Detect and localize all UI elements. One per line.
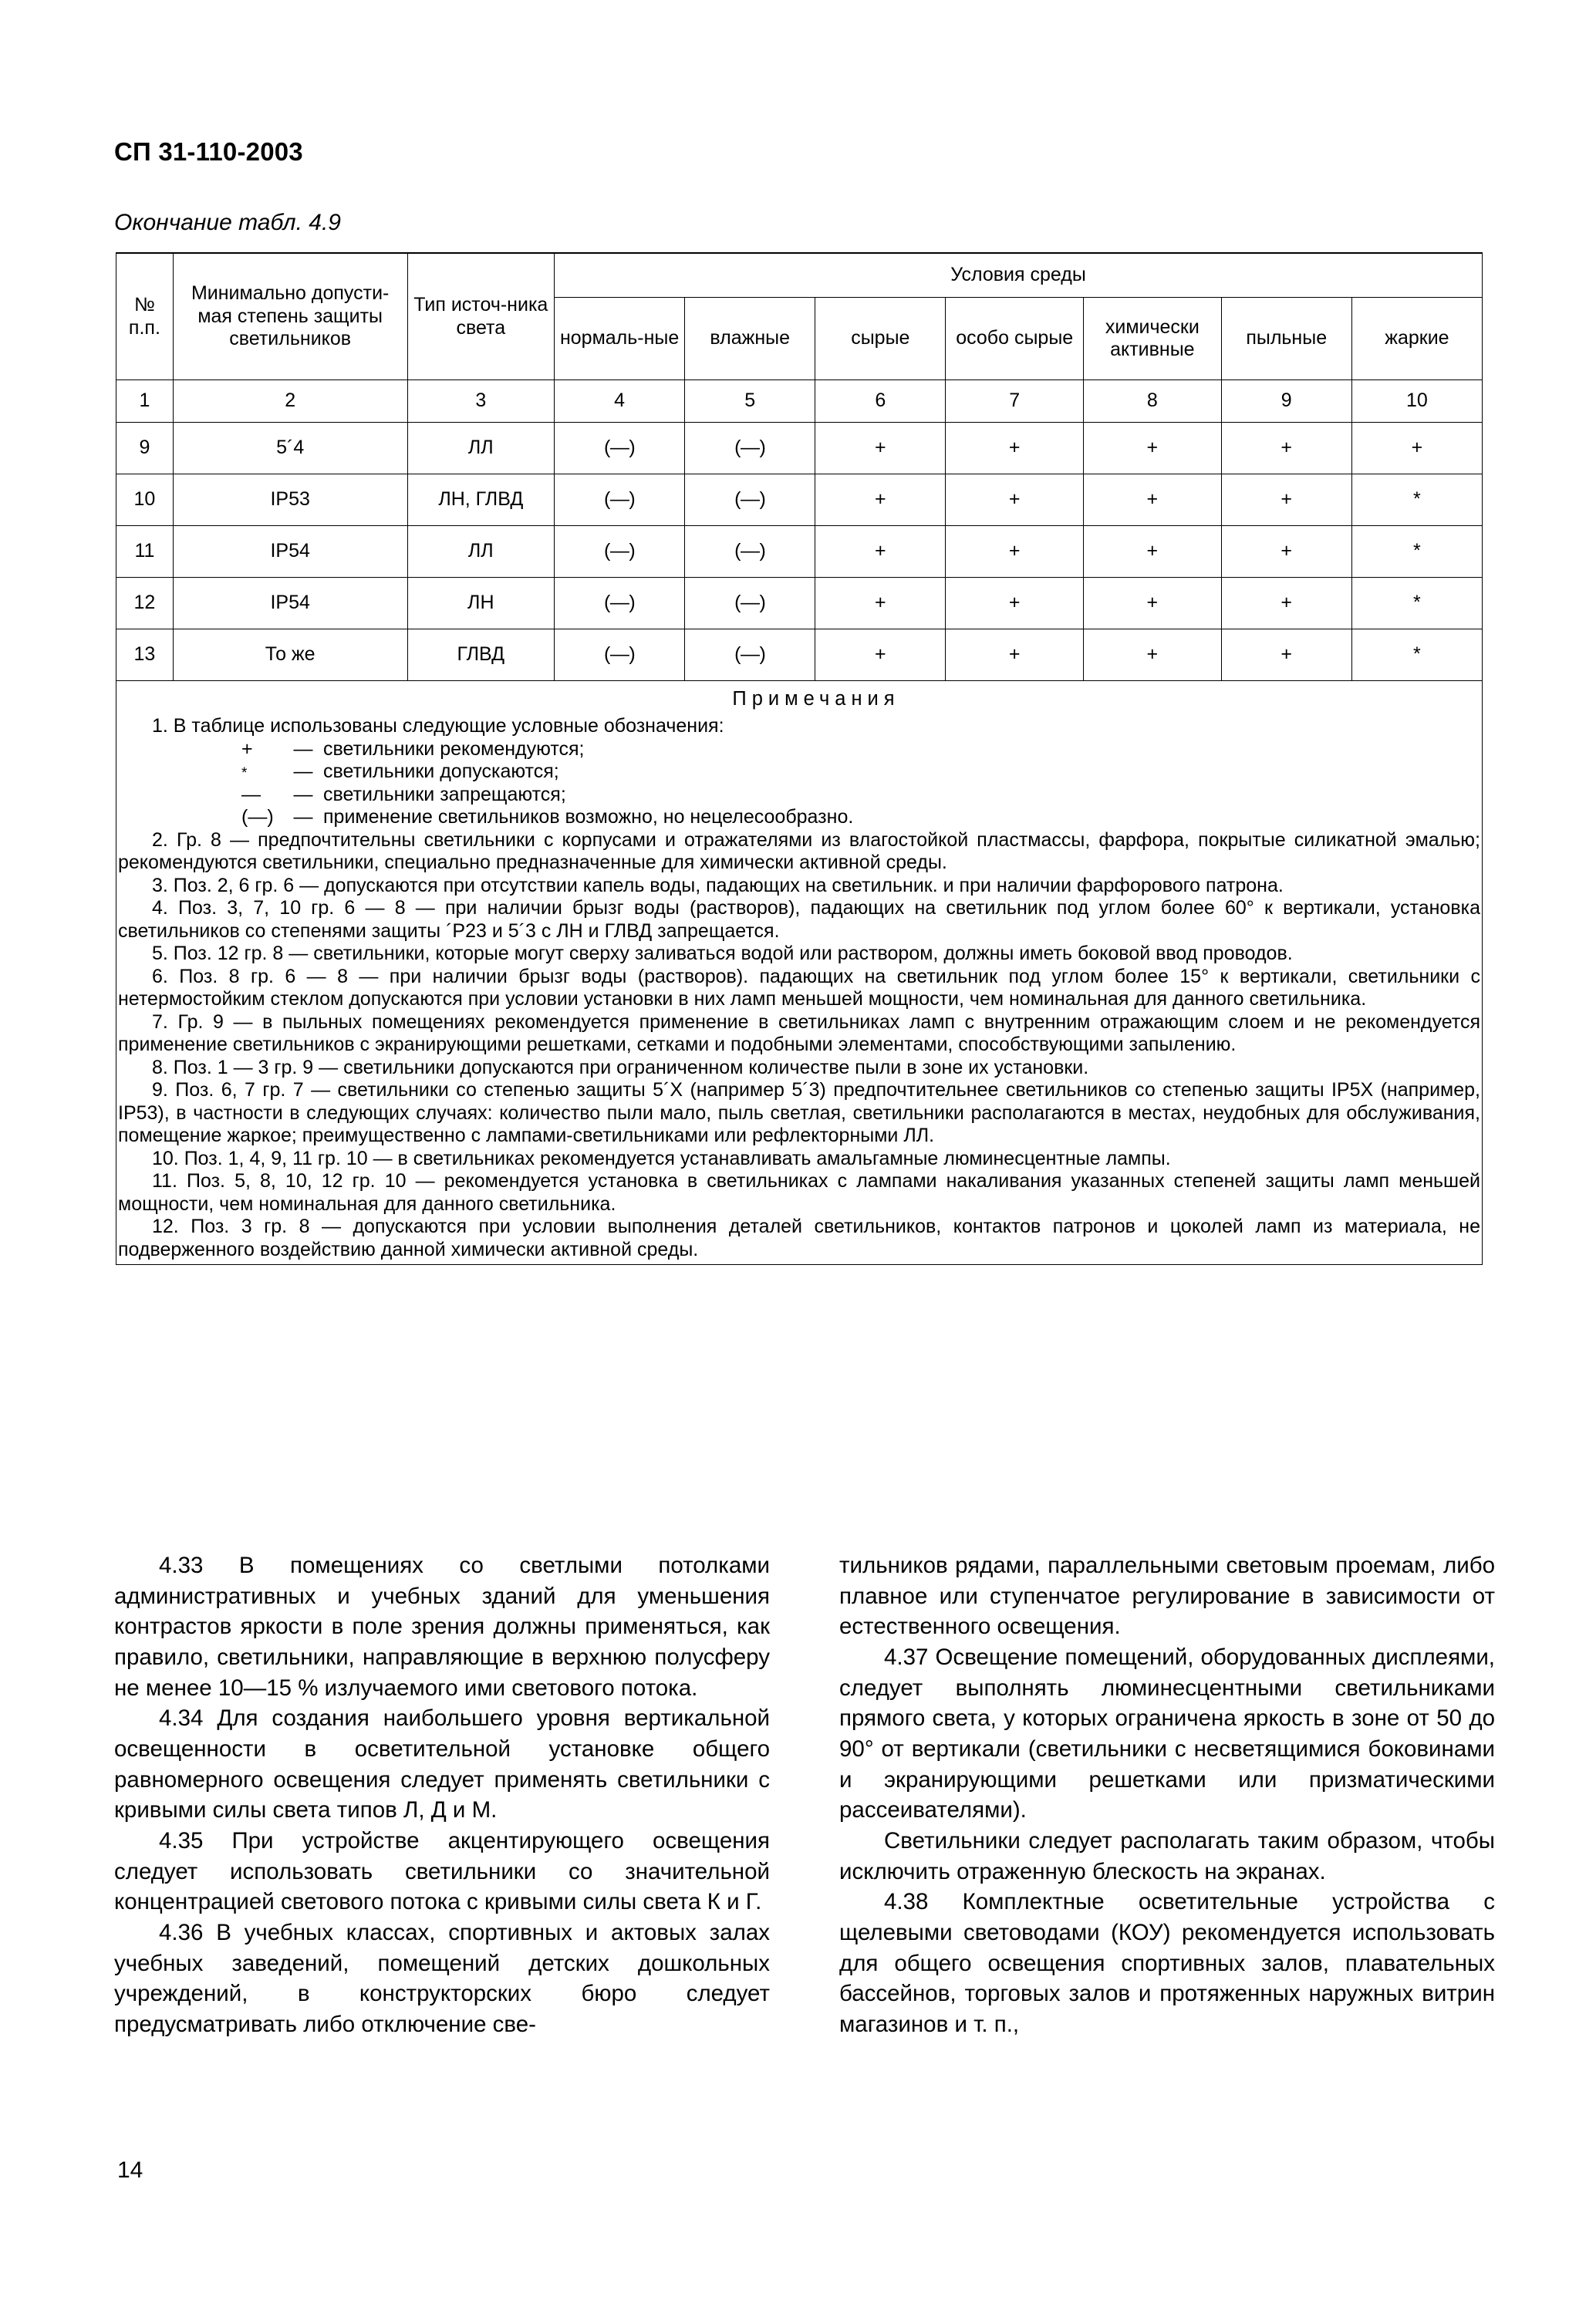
body-right-column (839, 1550, 1495, 2040)
cell-protection: IP54 (173, 526, 407, 578)
cell-env-hot: * (1351, 526, 1482, 578)
header-no-line2: п.п. (128, 316, 160, 339)
cell-env-normal: (—) (555, 423, 685, 474)
note-item: 6. Поз. 8 гр. 6 — 8 — при наличии брызг воды (растворов). падающих на светильник под углом более 15° к вертикали, светильники с нетермостойким стеклом допускаются при условии установки в них ламп меньшей мощности, чем номинальная для данного светильника. (118, 965, 1480, 1010)
paragraph-4-37: 4.37 Освещение помещений, оборудованных дисплеями, следует выполнять люминесцентными светильниками прямого света, у которых ограничена яркость в зоне от 50 до 90° от вертикали (светильники с несветящимися боковинами и экранирующими решетками или призматическими рассеивателями). (839, 1644, 1495, 1823)
legend-dash: — (293, 761, 313, 783)
cell-protection: IP54 (173, 578, 407, 629)
legend-item (241, 806, 1480, 829)
header-cell-env-very-damp: особо сырые (946, 298, 1084, 380)
table-row (116, 423, 1483, 474)
header-cell-env-dusty: пыльные (1221, 298, 1351, 380)
cell-env-humid: (—) (685, 474, 815, 526)
colnum-6: 6 (815, 380, 946, 423)
header-cell-env-normal: нормаль-ные (555, 298, 685, 380)
paragraph-4-36: 4.36 В учебных классах, спортивных и актовых залах учебных заведений, помещений детских дошкольных учреждений, в конструкторских бюро следует предусматривать либо отключение све- (114, 1920, 770, 2038)
paragraph-4-33: 4.33 В помещениях со светлыми потолками административных и учебных зданий для уменьшения контрастов яркости в поле зрения должны применяться, как правило, светильники, направляющие в верхнюю полусферу не менее 10—15 % излучаемого ими светового потока. (114, 1553, 770, 1701)
cell-env-damp: + (815, 578, 946, 629)
paragraph-4-37-b: Светильники следует располагать таким образом, чтобы исключить отраженную блескость на экранах. (839, 1828, 1495, 1884)
note-item: 12. Поз. 3 гр. 8 — допускаются при условии выполнения деталей светильников, контактов патронов и цоколей ламп из материала, не подверженного воздействию данной химически активной среды. (118, 1216, 1480, 1260)
table-row (116, 474, 1483, 526)
cell-env-damp: + (815, 423, 946, 474)
cell-env-very-damp: + (946, 474, 1084, 526)
cell-env-hot: * (1351, 578, 1482, 629)
note-item: 10. Поз. 1, 4, 9, 11 гр. 10 — в светильниках рекомендуется устанавливать амальгамные люминесцентные лампы. (152, 1147, 1171, 1169)
legend-dash: — (293, 737, 313, 760)
legend-symbol: * (241, 765, 248, 782)
note-item: 4. Поз. 3, 7, 10 гр. 6 — 8 — при наличии брызг воды (растворов), падающих на светильник под углом более 60° к вертикали, установка светильников со степенями защиты ´Р23 и 5´3 с ЛН и ГЛВД запрещается. (118, 897, 1480, 942)
cell-no: 13 (116, 629, 174, 681)
header-cell-light-source: Тип источ-ника света (407, 253, 555, 380)
colnum-4: 4 (555, 380, 685, 423)
table-header-row-1 (116, 253, 1483, 298)
cell-env-normal: (—) (555, 474, 685, 526)
document-code: СП 31-110-2003 (114, 137, 303, 166)
cell-source: ЛН, ГЛВД (407, 474, 555, 526)
cell-env-normal: (—) (555, 578, 685, 629)
paragraph-4-34: 4.34 Для создания наибольшего уровня вертикальной освещенности в осветительной установке общего равномерного освещения следует применять светильники с кривыми силы света типов Л, Д и М. (114, 1705, 770, 1823)
cell-env-dusty: + (1221, 578, 1351, 629)
colnum-7: 7 (946, 380, 1084, 423)
legend-text: светильники запрещаются; (323, 783, 566, 805)
note-item: 2. Гр. 8 — предпочтительны светильники с корпусами и отражателями из влагостойкой пластмассы, фарфора, покрытые силикатной эмалью; рекомендуются светильники, специально предназначенные для химически активной среды. (118, 828, 1480, 874)
table-row (116, 629, 1483, 681)
cell-env-chemically-active: + (1084, 474, 1222, 526)
cell-no: 10 (116, 474, 174, 526)
cell-env-damp: + (815, 629, 946, 681)
colnum-3: 3 (407, 380, 555, 423)
colnum-5: 5 (685, 380, 815, 423)
note-intro: 1. В таблице использованы следующие условные обозначения: (152, 715, 724, 737)
cell-protection: IP53 (173, 474, 407, 526)
cell-source: ЛЛ (407, 526, 555, 578)
cell-env-normal: (—) (555, 526, 685, 578)
header-no-line1: № (134, 294, 155, 315)
header-cell-environment-group: Условия среды (555, 253, 1483, 298)
cell-env-chemically-active: + (1084, 629, 1222, 681)
cell-no: 9 (116, 423, 174, 474)
header-cell-no (116, 253, 174, 380)
legend-symbol: + (241, 737, 253, 760)
colnum-1: 1 (116, 380, 174, 423)
cell-no: 12 (116, 578, 174, 629)
note-item: 8. Поз. 1 — 3 гр. 9 — светильники допускаются при ограниченном количестве пыли в зоне их установки. (152, 1056, 1089, 1078)
cell-env-damp: + (815, 474, 946, 526)
legend-text: светильники допускаются; (323, 761, 559, 783)
header-cell-min-protection: Минимально допусти-мая степень защиты светильников (173, 253, 407, 380)
notes-title: Примечания (732, 688, 900, 710)
cell-env-dusty: + (1221, 423, 1351, 474)
colnum-2: 2 (173, 380, 407, 423)
cell-env-damp: + (815, 526, 946, 578)
note-item: 3. Поз. 2, 6 гр. 6 — допускаются при отсутствии капель воды, падающих на светильник. и при наличии фарфорового патрона. (152, 874, 1284, 896)
cell-env-humid: (—) (685, 526, 815, 578)
cell-source: ЛН (407, 578, 555, 629)
cell-env-dusty: + (1221, 474, 1351, 526)
header-cell-env-chemically-active: химически активные (1084, 298, 1222, 380)
body-two-column-layout (114, 1550, 1495, 2040)
cell-env-hot: * (1351, 474, 1482, 526)
colnum-10: 10 (1351, 380, 1482, 423)
cell-env-normal: (—) (555, 629, 685, 681)
legend-item (241, 761, 1480, 784)
legend-item (241, 738, 1480, 761)
cell-env-chemically-active: + (1084, 578, 1222, 629)
cell-env-very-damp: + (946, 629, 1084, 681)
cell-source: ГЛВД (407, 629, 555, 681)
legend-symbol: — (241, 783, 261, 805)
table-caption: Окончание табл. 4.9 (114, 210, 341, 235)
legend-text: светильники рекомендуются; (323, 737, 585, 760)
cell-no: 11 (116, 526, 174, 578)
cell-source: ЛЛ (407, 423, 555, 474)
table-notes-row (116, 681, 1483, 1265)
legend-dash: — (293, 806, 313, 828)
legend-dash: — (293, 783, 313, 805)
cell-env-very-damp: + (946, 578, 1084, 629)
cell-env-very-damp: + (946, 423, 1084, 474)
cell-env-humid: (—) (685, 629, 815, 681)
paragraph-4-38: 4.38 Комплектные осветительные устройства с щелевыми световодами (КОУ) рекомендуется использовать для общего освещения спортивных залов, плавательных бассейнов, торговых залов и протяженных наружных витрин магазинов и т. п., (839, 1889, 1495, 2038)
legend-text: применение светильников возможно, но нецелесообразно. (323, 806, 854, 828)
table-4-9 (116, 252, 1483, 1265)
legend-item (241, 784, 1480, 807)
table-column-number-row (116, 380, 1483, 423)
header-cell-env-hot: жаркие (1351, 298, 1482, 380)
table-row (116, 526, 1483, 578)
header-cell-env-damp: сырые (815, 298, 946, 380)
note-item: 9. Поз. 6, 7 гр. 7 — светильники со степенью защиты 5´Х (например 5´3) предпочтительнее светильников со степенью защиты IP5X (например, IP53), в частности в следующих случаях: количество пыли мало, пыль светлая, светильники располагаются в местах, неудобных для обслуживания, помещение жаркое; преимущественно с лампами-светильниками или рефлекторными ЛЛ. (118, 1079, 1480, 1147)
table-4-9-container (116, 252, 1483, 1265)
cell-protection: То же (173, 629, 407, 681)
note-item: 7. Гр. 9 — в пыльных помещениях рекомендуется применение в светильниках ламп с внутренним отражающим слоем и не рекомендуется применение светильников с экранирующими решетками, сетками и подобными элементами, способствующими запылению. (118, 1010, 1480, 1056)
note-item: 5. Поз. 12 гр. 8 — светильники, которые могут сверху заливаться водой или раствором, должны иметь боковой ввод проводов. (152, 943, 1293, 965)
cell-env-dusty: + (1221, 526, 1351, 578)
table-row (116, 578, 1483, 629)
cell-env-humid: (—) (685, 578, 815, 629)
cell-env-dusty: + (1221, 629, 1351, 681)
colnum-8: 8 (1084, 380, 1222, 423)
cell-env-very-damp: + (946, 526, 1084, 578)
cell-env-hot: * (1351, 629, 1482, 681)
legend-symbol: (—) (241, 806, 274, 828)
cell-protection: 5´4 (173, 423, 407, 474)
paragraph-4-35: 4.35 При устройстве акцентирующего освещения следует использовать светильники со значительной концентрацией светового потока с кривыми силы света К и Г. (114, 1828, 770, 1915)
colnum-9: 9 (1221, 380, 1351, 423)
cell-env-chemically-active: + (1084, 526, 1222, 578)
cell-env-humid: (—) (685, 423, 815, 474)
header-cell-env-humid: влажные (685, 298, 815, 380)
note-item: 11. Поз. 5, 8, 10, 12 гр. 10 — рекомендуется установка в светильниках с лампами накаливания указанных степеней защиты ламп меньшей мощности, чем номинальная для данного светильника. (118, 1170, 1480, 1215)
paragraph-4-36-continued: тильников рядами, параллельными световым проемам, либо плавное или ступенчатое регулирование в зависимости от естественного освещения. (839, 1553, 1495, 1640)
page-number: 14 (117, 2157, 143, 2183)
cell-env-chemically-active: + (1084, 423, 1222, 474)
cell-env-hot: + (1351, 423, 1482, 474)
table-notes-cell (116, 681, 1483, 1265)
body-left-column (114, 1550, 770, 2040)
